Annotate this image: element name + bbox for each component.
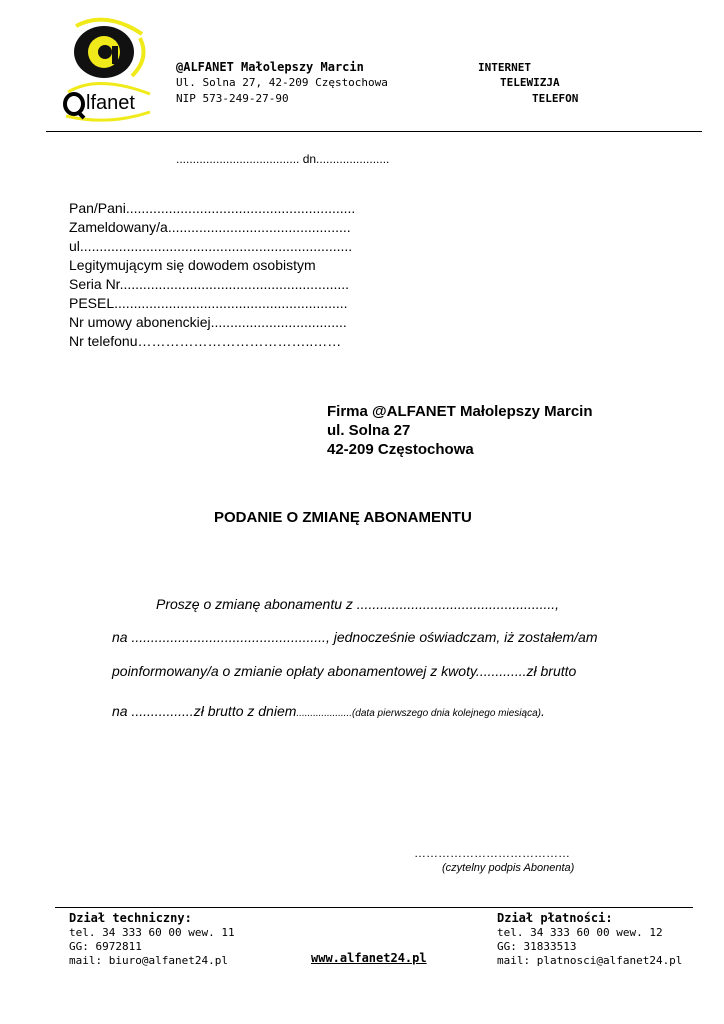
field-registered: Zameldowany/a............................................... (69, 219, 351, 235)
pay-mail[interactable]: mail: platnosci@alfanet24.pl (497, 954, 683, 967)
tech-gg: GG: 6972811 (69, 940, 142, 953)
signature-dots: ………………………………… (414, 846, 570, 860)
company-logo (58, 14, 154, 124)
signature-caption: (czytelny podpis Abonenta) (442, 862, 575, 874)
body-line-4 (112, 703, 545, 719)
body-line-2: na .................................................., jednocześnie oświadczam, iż zostałem/am (112, 629, 598, 645)
tech-title: Dział techniczny: (69, 911, 192, 925)
company-nip: NIP 573-249-27-90 (176, 92, 289, 105)
field-id-label: Legitymującym się dowodem osobistym (69, 257, 316, 273)
company-address: Ul. Solna 27, 42-209 Częstochowa (176, 76, 388, 89)
body-line-3: poinformowany/a o zmianie opłaty abonamentowej z kwoty.............zł brutto (112, 663, 577, 679)
website-link[interactable]: www.alfanet24.pl (311, 951, 427, 965)
body-line-4-note: ....................(data pierwszego dnia kolejnego miesiąca) (296, 708, 541, 719)
field-pesel: PESEL............................................................ (69, 295, 348, 311)
body-line-4-main: na ................zł brutto z dniem (112, 703, 297, 719)
field-name: Pan/Pani........................................................... (69, 200, 356, 216)
document-title: PODANIE O ZMIANĘ ABONAMENTU (214, 509, 472, 526)
pay-tel: tel. 34 333 60 00 wew. 12 (497, 926, 663, 939)
tech-mail[interactable]: mail: biuro@alfanet24.pl (69, 954, 228, 967)
service-internet: INTERNET (478, 61, 531, 74)
recipient-line-2: ul. Solna 27 (327, 422, 411, 439)
pay-gg: GG: 31833513 (497, 940, 577, 953)
company-name: @ALFANET Małolepszy Marcin (176, 60, 364, 74)
logo-wordmark-visible: lfanet (86, 92, 135, 114)
service-phone: TELEFON (532, 92, 579, 105)
tech-tel: tel. 34 333 60 00 wew. 11 (69, 926, 235, 939)
field-phone: Nr telefonu………………………………..…… (69, 333, 342, 349)
header-divider (46, 131, 702, 132)
field-street: ul...................................................................... (69, 238, 353, 254)
service-tv: TELEWIZJA (500, 76, 560, 89)
footer-divider (55, 907, 693, 908)
field-contract: Nr umowy abonenckiej................................... (69, 314, 347, 330)
field-id-series: Seria Nr........................................................... (69, 276, 350, 292)
recipient-line-3: 42-209 Częstochowa (327, 441, 474, 458)
pay-title: Dział płatności: (497, 911, 613, 925)
date-line: ..................................... dn...................... (176, 152, 390, 166)
body-line-4-end: . (540, 703, 545, 719)
recipient-line-1: Firma @ALFANET Małolepszy Marcin (327, 403, 593, 420)
body-line-1: Proszę o zmianę abonamentu z ..................................................., (156, 596, 560, 612)
